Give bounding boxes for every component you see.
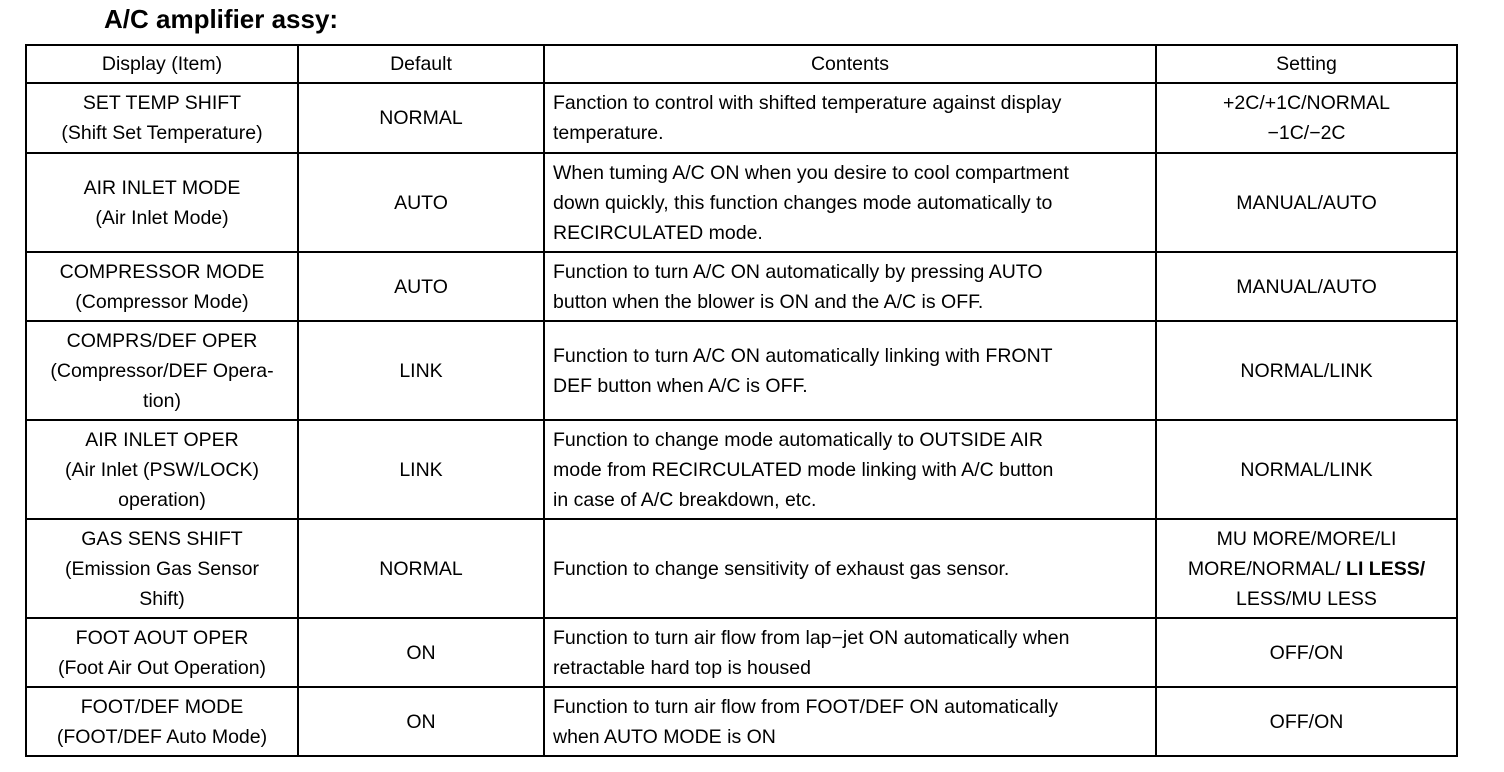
contents-line: retractable hard top is housed [553, 656, 811, 679]
setting-line: MANUAL/AUTO [1236, 191, 1377, 214]
setting-line: −1C/−2C [1267, 122, 1346, 144]
item-name: AIR INLET OPER [85, 428, 239, 451]
contents-line: Function to turn A/C ON automatically by pressing AUTO [553, 260, 1043, 283]
setting-cell [1156, 687, 1457, 756]
item-name: COMPRS/DEF OPER [66, 329, 258, 352]
column-header-default: Default [298, 45, 544, 83]
display-item-cell [26, 83, 298, 153]
contents-cell [544, 618, 1156, 687]
setting-line: NORMAL/LINK [1240, 458, 1373, 481]
item-description: (Foot Air Out Operation) [57, 656, 267, 679]
setting-line: MANUAL/AUTO [1236, 275, 1377, 298]
contents-line: temperature. [553, 122, 664, 144]
table-row [26, 687, 1457, 756]
item-name: FOOT AOUT OPER [75, 626, 249, 649]
setting-text: MORE/NORMAL/ [1187, 557, 1341, 580]
table-row [26, 153, 1457, 252]
page-title: A/C amplifier assy: [104, 4, 339, 34]
display-item-cell [26, 153, 298, 252]
contents-line: Function to turn A/C ON automatically linking with FRONT [553, 344, 1053, 367]
item-description: (Emission Gas Sensor [65, 557, 259, 580]
column-header-contents: Contents [544, 45, 1156, 83]
contents-line: down quickly, this function changes mode automatically to [553, 191, 1053, 214]
default-cell: LINK [298, 420, 544, 519]
contents-line: RECIRCULATED mode. [553, 221, 763, 244]
setting-cell [1156, 420, 1457, 519]
setting-line: OFF/ON [1269, 710, 1344, 733]
display-item-cell [26, 618, 298, 687]
display-item-cell [26, 687, 298, 756]
default-cell: LINK [298, 321, 544, 420]
item-description: (Shift Set Temperature) [61, 122, 263, 144]
contents-line: in case of A/C breakdown, etc. [553, 488, 817, 511]
setting-line: +2C/+1C/NORMAL [1223, 92, 1390, 114]
item-name: FOOT/DEF MODE [80, 695, 244, 718]
display-item-cell [26, 420, 298, 519]
default-cell: NORMAL [298, 519, 544, 618]
display-item-cell [26, 519, 298, 618]
table-header-row [26, 45, 1457, 83]
table-row [26, 519, 1457, 618]
contents-line: DEF button when A/C is OFF. [553, 374, 808, 397]
settings-table [25, 44, 1458, 757]
table-row [26, 83, 1457, 153]
table-row [26, 321, 1457, 420]
contents-cell [544, 420, 1156, 519]
contents-line: Function to turn air flow from FOOT/DEF ON automatically [553, 695, 1058, 718]
setting-cell [1156, 618, 1457, 687]
contents-cell [544, 687, 1156, 756]
column-header-setting: Setting [1156, 45, 1457, 83]
setting-line: MU MORE/MORE/LI [1216, 527, 1397, 550]
contents-cell [544, 153, 1156, 252]
default-cell: NORMAL [298, 83, 544, 153]
setting-line [1165, 554, 1448, 584]
setting-text-bold: LI LESS/ [1346, 557, 1426, 580]
item-description: (FOOT/DEF Auto Mode) [56, 725, 268, 748]
table-row [26, 252, 1457, 321]
contents-line: button when the blower is ON and the A/C is OFF. [553, 290, 984, 313]
default-cell: AUTO [298, 153, 544, 252]
contents-line: When tuming A/C ON when you desire to cool compartment [553, 161, 1069, 184]
contents-cell [544, 252, 1156, 321]
contents-line: Function to change mode automatically to OUTSIDE AIR [553, 428, 1043, 451]
setting-cell [1156, 83, 1457, 153]
default-cell: ON [298, 618, 544, 687]
item-description: operation) [118, 488, 206, 511]
item-name: AIR INLET MODE [83, 176, 241, 199]
setting-line: OFF/ON [1269, 641, 1344, 664]
setting-cell [1156, 153, 1457, 252]
table-row [26, 618, 1457, 687]
table-row [26, 420, 1457, 519]
item-name: SET TEMP SHIFT [82, 92, 242, 114]
display-item-cell [26, 252, 298, 321]
setting-cell [1156, 321, 1457, 420]
item-description: (Compressor/DEF Opera- [50, 359, 274, 382]
contents-line: when AUTO MODE is ON [553, 725, 776, 748]
contents-line: mode from RECIRCULATED mode linking with A/C button [553, 458, 1054, 481]
item-name: GAS SENS SHIFT [81, 527, 243, 550]
item-description: (Compressor Mode) [75, 290, 249, 313]
setting-line: LESS/MU LESS [1236, 587, 1377, 610]
item-description: Shift) [139, 587, 185, 610]
column-header-display-item: Display (Item) [26, 45, 298, 83]
default-cell: ON [298, 687, 544, 756]
default-cell: AUTO [298, 252, 544, 321]
contents-cell [544, 321, 1156, 420]
item-description: (Air Inlet Mode) [95, 206, 229, 229]
contents-line: Function to turn air flow from lap−jet ON automatically when [553, 626, 1070, 649]
item-description: tion) [143, 389, 181, 412]
display-item-cell [26, 321, 298, 420]
contents-line: Function to change sensitivity of exhaust gas sensor. [553, 557, 1010, 580]
contents-cell [544, 519, 1156, 618]
item-name: COMPRESSOR MODE [59, 260, 265, 283]
contents-line: Fanction to control with shifted temperature against display [553, 92, 1062, 114]
contents-cell [544, 83, 1156, 153]
setting-line: NORMAL/LINK [1240, 359, 1373, 382]
item-description: (Air Inlet (PSW/LOCK) [65, 458, 259, 481]
setting-cell [1156, 519, 1457, 618]
setting-cell [1156, 252, 1457, 321]
